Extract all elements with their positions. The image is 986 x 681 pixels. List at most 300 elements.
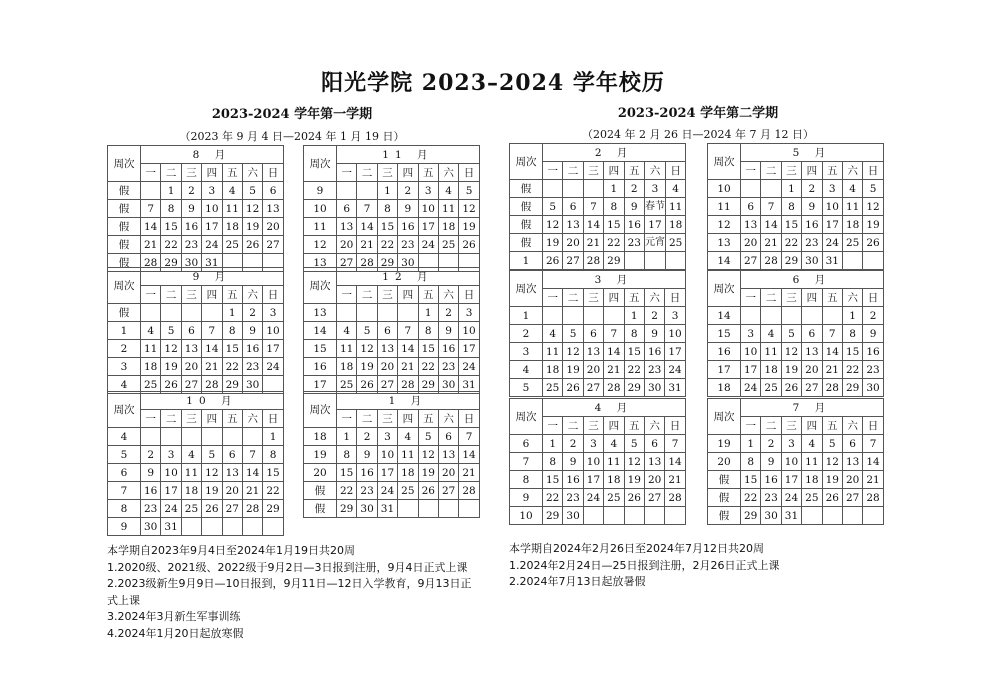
week-number: 假 [108,236,141,254]
week-number: 14 [708,252,741,270]
week-number: 19 [708,435,741,453]
week-number: 15 [304,340,337,358]
day-cell: 29 [842,379,862,397]
day-cell: 12 [357,340,377,358]
day-cell [181,518,201,536]
day-cell: 29 [337,500,357,518]
day-cell: 26 [357,376,377,394]
day-cell: 12 [781,343,801,361]
day-cell: 5 [202,446,222,464]
day-cell: 27 [644,489,664,507]
day-cell [202,304,222,322]
day-cell: 16 [761,471,781,489]
weekday-header: 六 [242,164,262,182]
week-number: 13 [708,234,741,252]
month-table [707,398,884,525]
weekday-header: 六 [438,286,458,304]
week-column-header: 周次 [304,392,337,428]
day-cell: 13 [377,340,397,358]
week-row [708,471,884,489]
week-row [510,361,686,379]
day-cell [563,180,583,198]
day-cell: 11 [665,198,685,216]
day-cell [398,500,418,518]
day-cell: 6 [644,435,664,453]
week-row [108,182,284,200]
week-number: 11 [304,218,337,236]
week-row [510,435,686,453]
day-cell: 25 [222,236,242,254]
weekday-header: 二 [563,417,583,435]
day-cell: 24 [377,482,397,500]
month-table [107,145,284,272]
week-number: 2 [510,325,543,343]
weekday-header: 一 [741,417,761,435]
semester-2-note: 2.2024年7月13日起放暑假 [509,575,646,588]
semester-1-note: 本学期自2023年9月4日至2024年1月19日共20周 [107,544,355,557]
day-cell: 30 [181,254,201,272]
week-number: 6 [510,435,543,453]
day-cell: 16 [438,340,458,358]
weekday-header: 日 [665,289,685,307]
day-cell: 16 [644,343,664,361]
day-cell: 25 [438,236,458,254]
day-cell: 23 [181,236,201,254]
semester-1-notes [107,543,482,642]
week-row [108,482,284,500]
day-cell [802,307,822,325]
weekday-header: 二 [563,162,583,180]
day-cell: 7 [863,435,883,453]
day-cell: 15 [842,343,862,361]
day-cell: 17 [418,218,438,236]
day-cell: 24 [459,358,479,376]
week-row [708,198,884,216]
semester-2-note: 1.2024年2月24日—25日报到注册，2月26日正式上课 [509,558,780,572]
weekday-header: 六 [242,410,262,428]
week-number: 5 [510,379,543,397]
day-cell: 15 [781,216,801,234]
day-cell: 18 [398,464,418,482]
weekday-header: 日 [863,417,883,435]
weekday-header: 四 [202,410,222,428]
day-cell: 2 [398,182,418,200]
day-cell: 27 [438,482,458,500]
day-cell: 8 [337,446,357,464]
day-cell: 26 [242,236,262,254]
day-cell: 19 [202,482,222,500]
day-cell: 20 [337,236,357,254]
day-cell: 28 [202,376,222,394]
week-column-header: 周次 [108,392,141,428]
day-cell: 29 [418,376,438,394]
month-table [107,391,284,536]
semester-2-title: 2023-2024 学年第二学期 [617,106,779,121]
week-number: 假 [708,507,741,525]
day-cell: 春节 [644,198,665,216]
day-cell [543,307,563,325]
day-cell: 3 [418,182,438,200]
day-cell: 22 [781,234,801,252]
day-cell: 20 [802,361,822,379]
weekday-header: 四 [604,162,624,180]
day-cell: 22 [543,489,563,507]
weekday-header: 四 [604,417,624,435]
week-row [108,304,284,322]
day-cell: 14 [357,218,377,236]
day-cell [418,500,438,518]
weekday-header: 一 [337,410,357,428]
weekday-header: 日 [665,417,685,435]
weekday-header: 四 [202,286,222,304]
day-cell [624,252,644,270]
day-cell: 12 [161,340,181,358]
semester-1-note: 1.2020级、2021级、2022级于9月2日—3日报到注册，9月4日正式上课 [107,560,468,574]
weekday-header: 三 [781,289,801,307]
week-row [510,379,686,397]
day-cell: 2 [141,446,161,464]
weekday-header: 日 [263,410,283,428]
month-name: 1 月 [337,392,480,410]
weekday-header: 日 [459,286,479,304]
day-cell: 14 [398,340,418,358]
day-cell: 26 [781,379,801,397]
day-cell: 24 [202,236,222,254]
day-cell: 31 [377,500,397,518]
day-cell: 29 [377,254,397,272]
day-cell: 23 [761,489,781,507]
week-row [108,518,284,536]
day-cell: 2 [802,180,822,198]
day-cell: 24 [583,489,603,507]
day-cell: 3 [161,446,181,464]
day-cell: 18 [543,361,563,379]
week-number: 13 [304,304,337,322]
week-number: 9 [108,518,141,536]
day-cell: 9 [624,198,644,216]
day-cell: 17 [665,343,685,361]
weekday-header: 四 [802,417,822,435]
day-cell: 10 [161,464,181,482]
day-cell: 14 [242,464,262,482]
month-block-sep [107,267,284,394]
weekday-header: 一 [543,162,563,180]
month-block-may [707,143,884,270]
day-cell: 17 [161,482,181,500]
day-cell: 21 [822,361,842,379]
day-cell: 5 [563,325,583,343]
day-cell: 23 [357,482,377,500]
weekday-header: 日 [863,289,883,307]
day-cell: 8 [781,198,801,216]
day-cell: 12 [202,464,222,482]
month-block-jul [707,398,884,525]
weekday-header: 六 [438,164,458,182]
day-cell: 7 [583,198,603,216]
day-cell: 15 [741,471,761,489]
day-cell: 1 [377,182,397,200]
day-cell [181,428,201,446]
week-column-header: 周次 [708,399,741,435]
day-cell: 18 [141,358,161,376]
day-cell: 7 [761,198,781,216]
weekday-header: 一 [141,164,161,182]
day-cell: 18 [181,482,201,500]
day-cell: 13 [438,446,458,464]
day-cell: 14 [822,343,842,361]
day-cell: 1 [418,304,438,322]
day-cell: 19 [863,216,883,234]
week-row [708,325,884,343]
week-row [510,343,686,361]
day-cell: 22 [337,482,357,500]
week-row [108,322,284,340]
week-number: 17 [304,376,337,394]
week-row [304,482,480,500]
day-cell: 18 [761,361,781,379]
day-cell [398,304,418,322]
weekday-header: 六 [842,162,862,180]
week-row [108,236,284,254]
day-cell: 10 [377,446,397,464]
day-cell: 24 [161,500,181,518]
day-cell: 4 [141,322,161,340]
weekday-header: 五 [418,164,438,182]
week-number: 7 [510,453,543,471]
day-cell: 8 [741,453,761,471]
month-block-feb [509,143,686,270]
week-row [708,489,884,507]
day-cell: 15 [161,218,181,236]
weekday-header: 三 [181,164,201,182]
day-cell: 4 [398,428,418,446]
day-cell: 22 [161,236,181,254]
day-cell: 31 [202,254,222,272]
day-cell [624,507,644,525]
week-column-header: 周次 [304,146,337,182]
month-table [107,267,284,394]
week-number: 17 [708,361,741,379]
day-cell: 22 [377,236,397,254]
day-cell: 5 [242,182,262,200]
weekday-header: 日 [459,164,479,182]
day-cell: 6 [337,200,357,218]
day-cell: 4 [604,435,624,453]
day-cell: 16 [141,482,161,500]
week-number: 13 [304,254,337,272]
week-row [510,507,686,525]
day-cell: 26 [161,376,181,394]
week-row [108,446,284,464]
week-row [708,379,884,397]
day-cell: 9 [181,200,201,218]
week-number: 假 [108,182,141,200]
day-cell: 2 [761,435,781,453]
week-number: 1 [108,322,141,340]
day-cell: 4 [222,182,242,200]
day-cell [263,518,283,536]
weekday-header: 一 [141,286,161,304]
day-cell: 10 [665,325,685,343]
week-number: 8 [510,471,543,489]
day-cell: 15 [604,216,624,234]
day-cell: 21 [141,236,161,254]
day-cell: 25 [181,500,201,518]
day-cell: 18 [665,216,685,234]
day-cell: 26 [459,236,479,254]
day-cell: 3 [459,304,479,322]
weekday-header: 三 [583,162,603,180]
day-cell: 8 [842,325,862,343]
week-number: 16 [304,358,337,376]
day-cell: 13 [802,343,822,361]
day-cell: 元宵 [644,234,665,252]
month-name: 8 月 [141,146,284,164]
day-cell: 26 [863,234,883,252]
week-row [708,361,884,379]
month-name: 11 月 [337,146,480,164]
month-name: 9 月 [141,268,284,286]
week-row [108,500,284,518]
week-row [510,198,686,216]
day-cell: 11 [842,198,862,216]
week-column-header: 周次 [708,144,741,180]
day-cell [357,304,377,322]
day-cell: 14 [863,453,883,471]
weekday-header: 六 [842,289,862,307]
day-cell: 1 [337,428,357,446]
day-cell: 5 [781,325,801,343]
week-number: 假 [108,218,141,236]
day-cell: 14 [583,216,603,234]
day-cell: 6 [222,446,242,464]
day-cell: 25 [802,489,822,507]
day-cell: 14 [141,218,161,236]
month-block-jan [303,391,480,518]
weekday-header: 一 [337,286,357,304]
day-cell: 26 [822,489,842,507]
day-cell: 20 [842,471,862,489]
weekday-header: 三 [181,410,201,428]
day-cell: 8 [161,200,181,218]
day-cell: 12 [863,198,883,216]
month-block-mar [509,270,686,397]
day-cell: 30 [863,379,883,397]
month-table [509,143,686,270]
day-cell: 17 [583,471,603,489]
day-cell: 14 [202,340,222,358]
weekday-header: 二 [161,286,181,304]
week-row [304,428,480,446]
day-cell: 30 [802,252,822,270]
day-cell: 8 [377,200,397,218]
day-cell: 28 [141,254,161,272]
day-cell: 12 [624,453,644,471]
day-cell: 8 [263,446,283,464]
day-cell [761,180,781,198]
week-number: 20 [304,464,337,482]
day-cell: 12 [242,200,262,218]
weekday-header: 五 [822,417,842,435]
month-table [303,391,480,518]
week-row [108,218,284,236]
day-cell: 3 [644,180,665,198]
weekday-header: 五 [418,410,438,428]
day-cell [141,304,161,322]
day-cell: 23 [863,361,883,379]
weekday-header: 日 [459,410,479,428]
day-cell: 2 [624,180,644,198]
day-cell: 6 [842,435,862,453]
day-cell [161,428,181,446]
day-cell: 10 [202,200,222,218]
day-cell: 4 [181,446,201,464]
weekday-header: 六 [242,286,262,304]
month-table [303,145,480,272]
weekday-header: 五 [418,286,438,304]
weekday-header: 二 [357,410,377,428]
day-cell: 6 [263,182,283,200]
month-table [707,270,884,397]
semester-1-note: 4.2024年1月20日起放寒假 [107,626,244,640]
day-cell: 29 [604,252,624,270]
week-row [304,236,480,254]
day-cell: 6 [802,325,822,343]
day-cell: 3 [263,304,283,322]
week-row [510,180,686,198]
day-cell: 27 [842,489,862,507]
week-row [304,304,480,322]
weekday-header: 四 [802,162,822,180]
weekday-header: 四 [398,286,418,304]
day-cell [202,518,222,536]
day-cell: 19 [459,218,479,236]
day-cell: 9 [242,322,262,340]
week-number: 10 [304,200,337,218]
day-cell: 9 [563,453,583,471]
week-number: 假 [108,304,141,322]
day-cell: 27 [583,379,603,397]
week-column-header: 周次 [510,399,543,435]
day-cell [357,182,377,200]
day-cell: 25 [337,376,357,394]
week-row [304,182,480,200]
day-cell: 15 [222,340,242,358]
day-cell: 17 [741,361,761,379]
day-cell: 10 [583,453,603,471]
day-cell: 23 [644,361,664,379]
day-cell: 5 [357,322,377,340]
day-cell: 10 [781,453,801,471]
day-cell: 21 [357,236,377,254]
week-column-header: 周次 [510,271,543,307]
day-cell: 13 [644,453,664,471]
day-cell: 2 [644,307,664,325]
day-cell: 15 [543,471,563,489]
day-cell: 10 [822,198,842,216]
day-cell: 24 [263,358,283,376]
day-cell: 26 [418,482,438,500]
day-cell: 11 [181,464,201,482]
weekday-header: 四 [398,410,418,428]
weekday-header: 一 [141,410,161,428]
month-name: 7 月 [741,399,884,417]
semester-1-title: 2023-2024 学年第一学期 [211,107,373,122]
day-cell: 8 [543,453,563,471]
day-cell: 14 [665,453,685,471]
day-cell: 3 [781,435,801,453]
week-number: 假 [510,180,543,198]
